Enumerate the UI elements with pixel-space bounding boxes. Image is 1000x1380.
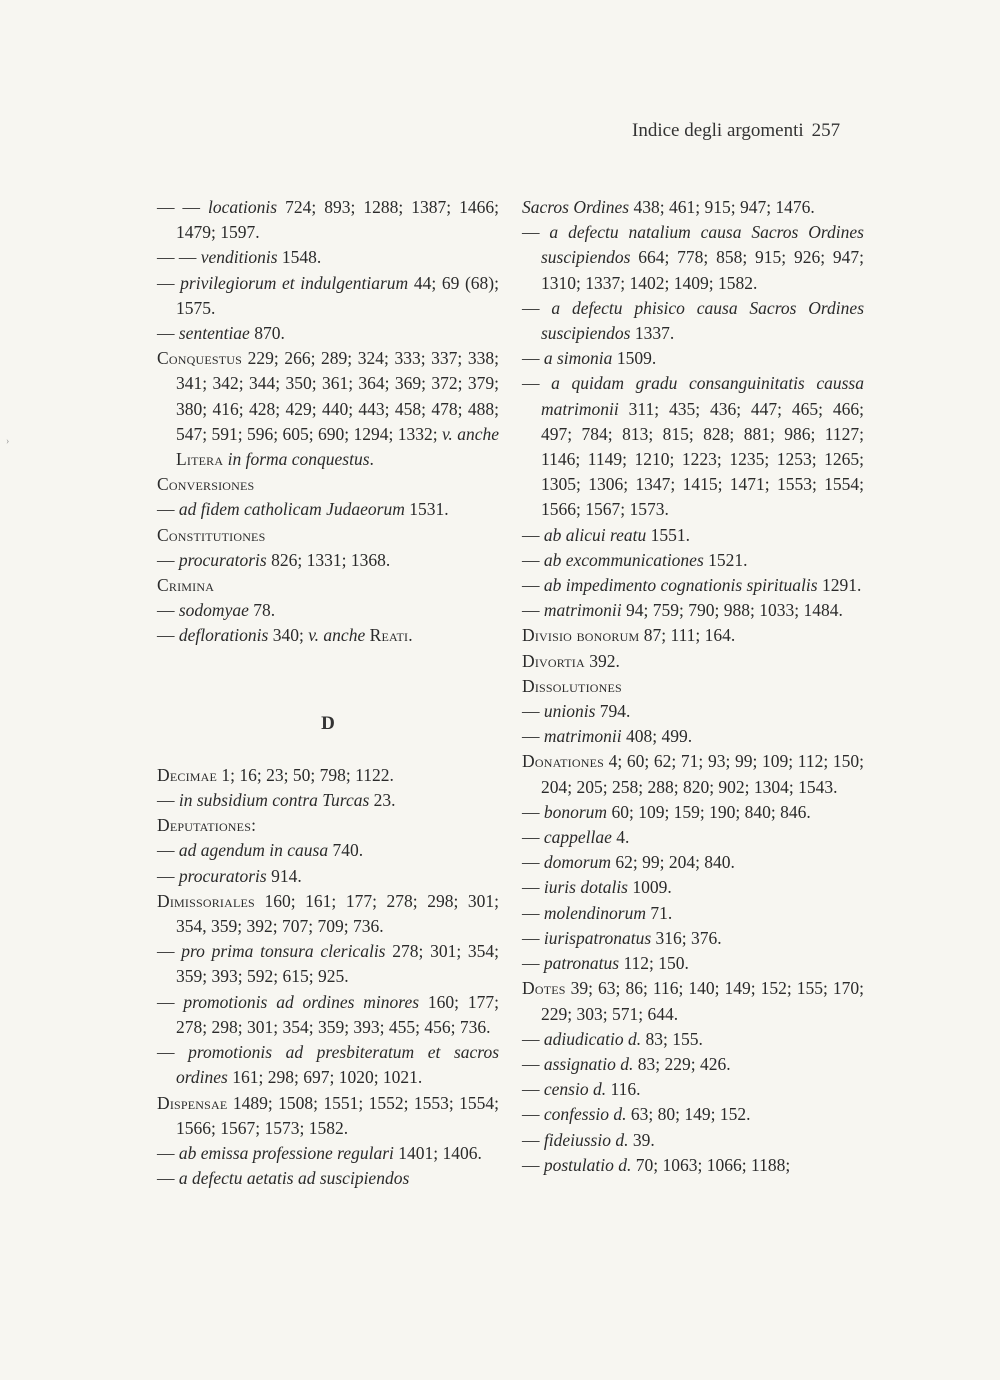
- entry-refs: 63; 80; 149; 152.: [626, 1104, 751, 1125]
- entry-dash: —: [522, 1104, 544, 1125]
- entry-heading: Crimina: [157, 575, 215, 596]
- index-entry: [157, 813, 499, 838]
- entry-term: molendinorum: [543, 902, 646, 923]
- index-entry: [522, 674, 864, 699]
- entry-refs: 94; 759; 790; 988; 1033; 1484.: [621, 600, 843, 621]
- index-entry: [522, 850, 864, 875]
- entry-term: deflorationis: [178, 625, 269, 646]
- index-entry: [522, 901, 864, 926]
- index-entry: [157, 939, 499, 989]
- index-entry: [522, 573, 864, 598]
- index-entry: [522, 1052, 864, 1077]
- entry-dash: —: [157, 499, 179, 520]
- index-entry: [522, 749, 864, 799]
- page-number: 257: [811, 120, 841, 141]
- index-entry: [522, 598, 864, 623]
- entry-term: Sacros Ordines: [522, 197, 630, 217]
- entry-see-also: v. anche: [308, 625, 370, 646]
- entry-crossref-term: in forma conquestus: [223, 449, 370, 470]
- entry-refs: 408; 499.: [621, 726, 693, 747]
- index-entry: [157, 321, 499, 346]
- entry-dash: —: [522, 600, 544, 621]
- entry-dash: —: [522, 953, 544, 974]
- index-entry: [522, 220, 864, 296]
- entry-dash: —: [522, 927, 544, 948]
- entry-refs: 23.: [369, 790, 396, 811]
- entry-heading: Deputationes: [157, 815, 252, 836]
- entry-dash: — —: [157, 247, 201, 268]
- index-entry: [157, 1040, 499, 1090]
- entry-term: ad fidem catholicam Judaeorum: [178, 499, 405, 520]
- entry-refs: 39; 63; 86; 116; 140; 149; 152; 155; 170; 229; 303; 571; 644.: [541, 978, 864, 1024]
- index-entry: [522, 699, 864, 724]
- index-entry: [157, 548, 499, 573]
- section-letter: D: [321, 712, 335, 734]
- entry-dash: —: [522, 348, 544, 369]
- entry-heading: Divortia: [522, 650, 585, 671]
- entry-refs: 87; 111; 164.: [639, 625, 736, 646]
- entry-refs: 83; 155.: [641, 1028, 703, 1049]
- right-entries: [522, 195, 864, 1178]
- entry-term: iurispatronatus: [543, 927, 652, 948]
- entry-term: pro prima tonsura clericalis: [181, 941, 386, 962]
- entry-refs: 794.: [595, 701, 631, 722]
- entry-term: ab emissa professione regulari: [178, 1142, 394, 1163]
- index-entry: [157, 990, 499, 1040]
- entry-refs: 664; 778; 858; 915; 926; 947; 1310; 1337; 1402; 1409; 1582.: [541, 247, 864, 293]
- entry-heading: Dissolutiones: [522, 675, 622, 696]
- index-entry: [157, 763, 499, 788]
- entry-term: postulatio d.: [543, 1154, 632, 1175]
- index-entry: [522, 800, 864, 825]
- index-entry: [522, 724, 864, 749]
- entry-term: promotionis ad ordines minores: [183, 991, 420, 1012]
- entry-refs: 4; 60; 62; 71; 93; 99; 109; 112; 150; 204; 205; 258; 288; 820; 902; 1304; 1543.: [541, 751, 864, 797]
- entry-dash: —: [522, 297, 552, 318]
- entry-refs: 724; 893; 1288; 1387; 1466; 1479; 1597.: [176, 197, 500, 243]
- entry-term: fideiussio d.: [543, 1129, 629, 1150]
- entry-refs: 1521.: [703, 549, 748, 570]
- index-entry: [157, 523, 499, 548]
- entry-refs: 62; 99; 204; 840.: [610, 852, 735, 873]
- index-entry: [522, 976, 864, 1026]
- entry-term: sodomyae: [178, 600, 249, 621]
- entry-refs: 1291.: [817, 575, 862, 596]
- entry-refs: 39.: [628, 1129, 655, 1150]
- entry-end: .: [408, 625, 413, 646]
- index-entry: [157, 271, 499, 321]
- entry-refs: 112; 150.: [619, 953, 689, 974]
- header-title: Indice degli argomenti: [632, 120, 804, 141]
- entry-term: sententiae: [178, 323, 250, 344]
- entry-term: matrimonii: [543, 726, 622, 747]
- entry-refs: 4.: [611, 827, 630, 848]
- entry-refs: 914.: [266, 865, 302, 886]
- entry-term: a defectu phisico causa Sacros Ordines suscipiendos: [541, 297, 864, 344]
- entry-term: a defectu aetatis ad suscipiendos: [178, 1168, 410, 1189]
- entry-term: a simonia: [543, 348, 613, 369]
- index-entry: [522, 523, 864, 548]
- index-entry: [157, 598, 499, 623]
- entry-refs: 1401; 1406.: [393, 1142, 482, 1163]
- entry-dash: —: [522, 877, 544, 898]
- entry-term: assignatio d.: [543, 1053, 634, 1074]
- entry-refs: 316; 376.: [651, 927, 722, 948]
- entry-heading: Conquestus: [157, 348, 243, 369]
- left-entries-d: [157, 763, 499, 1191]
- entry-term: bonorum: [543, 801, 608, 822]
- entry-heading: Dotes: [522, 978, 566, 999]
- entry-refs: 60; 109; 159; 190; 840; 846.: [607, 801, 811, 822]
- entry-refs: 160; 177; 278; 298; 301; 354; 359; 393; 455; 456; 736.: [176, 991, 499, 1037]
- index-entry: [522, 346, 864, 371]
- entry-dash: —: [157, 991, 184, 1012]
- entry-term: in subsidium contra Turcas: [178, 790, 370, 811]
- index-entry: [157, 195, 499, 245]
- index-entry: [157, 788, 499, 813]
- index-entry: [157, 838, 499, 863]
- entry-refs: 1009.: [628, 877, 672, 898]
- entry-term: privilegiorum et indulgentiarum: [180, 272, 409, 293]
- entry-term: matrimonii: [543, 600, 622, 621]
- index-entry: [522, 548, 864, 573]
- entry-refs: 160; 161; 177; 278; 298; 301; 354, 359; 392; 707; 709; 736.: [176, 890, 499, 937]
- entry-refs: 71.: [645, 902, 673, 923]
- index-entry: [522, 1077, 864, 1102]
- entry-term: venditionis: [200, 247, 278, 268]
- index-entry: [522, 1027, 864, 1052]
- index-entry: [522, 1128, 864, 1153]
- entry-dash: —: [522, 549, 544, 570]
- entry-dash: —: [522, 524, 544, 545]
- entry-term: procuratoris: [178, 549, 267, 570]
- index-entry: [157, 864, 499, 889]
- entry-refs: 161; 298; 697; 1020; 1021.: [227, 1067, 423, 1088]
- left-column: [157, 195, 499, 1191]
- entry-term: ab impedimento cognationis spiritualis: [543, 575, 818, 596]
- entry-term: ab excommunicationes: [543, 549, 704, 570]
- entry-term: unionis: [543, 701, 596, 722]
- left-entries-c: [157, 195, 499, 649]
- entry-dash: —: [157, 600, 179, 621]
- index-entry: [522, 1153, 864, 1178]
- entry-dash: —: [157, 323, 179, 344]
- entry-term: iuris dotalis: [543, 877, 628, 898]
- entry-dash: —: [522, 1154, 544, 1175]
- entry-dash: —: [522, 902, 544, 923]
- index-entry: [157, 245, 499, 270]
- entry-term: patronatus: [543, 953, 620, 974]
- entry-dash: —: [157, 1142, 179, 1163]
- entry-term: a quidam gradu consanguinitatis caussa matrimonii: [541, 373, 864, 419]
- entry-heading: Constitutiones: [157, 524, 266, 545]
- index-entry: [157, 346, 499, 472]
- entry-dash: —: [157, 865, 179, 886]
- index-entry: [157, 497, 499, 522]
- entry-heading: Dispensae: [157, 1092, 228, 1113]
- entry-dash: —: [522, 575, 544, 596]
- entry-refs: 438; 461; 915; 947; 1476.: [629, 197, 815, 217]
- entry-dash: —: [522, 1053, 544, 1074]
- entry-dash: —: [522, 1079, 544, 1100]
- index-entry: [522, 649, 864, 674]
- entry-dash: —: [522, 852, 544, 873]
- entry-crossref: Reati: [369, 625, 409, 646]
- entry-dash: —: [157, 790, 179, 811]
- entry-refs: 870.: [249, 323, 285, 344]
- index-entry: [157, 1141, 499, 1166]
- entry-dash: —: [522, 373, 552, 394]
- entry-refs: 1489; 1508; 1551; 1552; 1553; 1554; 1566; 1567; 1573; 1582.: [176, 1092, 499, 1138]
- entry-refs: 1548.: [277, 247, 322, 268]
- entry-term: domorum: [543, 852, 611, 873]
- entry-refs: 392.: [584, 650, 620, 671]
- entry-heading: Divisio bonorum: [522, 625, 640, 646]
- index-entry: [522, 825, 864, 850]
- index-entry: [157, 623, 499, 648]
- entry-refs: 70; 1063; 1066; 1188;: [631, 1154, 791, 1175]
- entry-refs: 78.: [248, 600, 276, 621]
- margin-mark: ›: [6, 436, 10, 447]
- entry-dash: —: [157, 549, 179, 570]
- entry-dash: —: [522, 1129, 544, 1150]
- entry-heading: Donationes: [522, 751, 604, 772]
- index-entry: [157, 1091, 499, 1141]
- index-entry: [522, 623, 864, 648]
- index-entry: [522, 926, 864, 951]
- entry-dash: — —: [157, 197, 209, 217]
- entry-refs: 229; 266; 289; 324; 333; 337; 338; 341; 342; 344; 350; 361; 364; 369; 372; 379; 380; 416; 428; 429; 440; 443; 458; 478; 488; 547; 591; 596; 605; 690; 1294; 1332;: [176, 348, 499, 444]
- entry-dash: —: [522, 222, 550, 243]
- entry-refs: 311; 435; 436; 447; 465; 466; 497; 784; 813; 815; 828; 881; 986; 1127; 1146; 1149; 1210; 1223; 1235; 1253; 1265; 1305; 1306; 1347; 1415; 1471; 1553; 1554; 1566; 1567; 1573.: [541, 398, 864, 520]
- entry-heading: Dimissoriales: [157, 890, 255, 911]
- entry-refs: 1337.: [630, 323, 675, 344]
- entry-dash: —: [157, 941, 182, 962]
- entry-refs: 740.: [328, 840, 364, 861]
- index-entry: [522, 1102, 864, 1127]
- entry-refs: 340;: [268, 625, 309, 646]
- entry-dash: —: [522, 701, 544, 722]
- index-entry: [522, 951, 864, 976]
- entry-term: confessio d.: [543, 1104, 627, 1125]
- entry-dash: —: [157, 1042, 189, 1063]
- index-entry: [522, 371, 864, 522]
- entry-term: ad agendum in causa: [178, 840, 329, 861]
- entry-term: promotionis ad presbiteratum et sacros ordines: [176, 1042, 500, 1088]
- entry-term: a defectu natalium causa Sacros Ordines suscipiendos: [541, 222, 864, 268]
- entry-dash: —: [522, 827, 544, 848]
- entry-refs: 83; 229; 426.: [633, 1053, 731, 1074]
- entry-term: ab alicui reatu: [543, 524, 647, 545]
- entry-see-also: v. anche: [441, 423, 499, 444]
- entry-refs: 278; 301; 354; 359; 393; 592; 615; 925.: [176, 941, 500, 987]
- entry-dash: —: [157, 1168, 179, 1189]
- entry-refs: 1551.: [646, 524, 691, 545]
- entry-dash: —: [157, 272, 181, 293]
- running-header: [632, 120, 840, 142]
- index-entry: [157, 472, 499, 497]
- entry-crossref: Litera: [176, 449, 224, 470]
- entry-dash: —: [157, 840, 179, 861]
- entry-refs: 116.: [606, 1079, 641, 1100]
- entry-refs: 44; 69 (68); 1575.: [176, 272, 499, 318]
- entry-refs: 826; 1331; 1368.: [266, 549, 391, 570]
- entry-refs: 1531.: [404, 499, 449, 520]
- entry-dash: —: [522, 1028, 544, 1049]
- index-entry: [157, 573, 499, 598]
- entry-dash: —: [522, 801, 544, 822]
- entry-dash: —: [157, 625, 179, 646]
- index-entry: [522, 195, 864, 220]
- entry-heading: Conversiones: [157, 474, 255, 495]
- entry-term: locationis: [208, 197, 278, 217]
- entry-term: adiudicatio d.: [543, 1028, 642, 1049]
- entry-refs: 1; 16; 23; 50; 798; 1122.: [217, 764, 394, 785]
- right-column: [522, 195, 864, 1178]
- entry-refs: 1509.: [612, 348, 657, 369]
- entry-refs: :: [251, 815, 256, 836]
- entry-heading: Decimae: [157, 764, 218, 785]
- index-entry: [522, 296, 864, 346]
- entry-term: procuratoris: [178, 865, 267, 886]
- entry-dash: —: [522, 726, 544, 747]
- entry-term: cappellae: [543, 827, 612, 848]
- entry-end: .: [369, 449, 374, 470]
- index-entry: [522, 875, 864, 900]
- index-entry: [157, 1166, 499, 1191]
- index-entry: [157, 889, 499, 939]
- entry-term: censio d.: [543, 1079, 607, 1100]
